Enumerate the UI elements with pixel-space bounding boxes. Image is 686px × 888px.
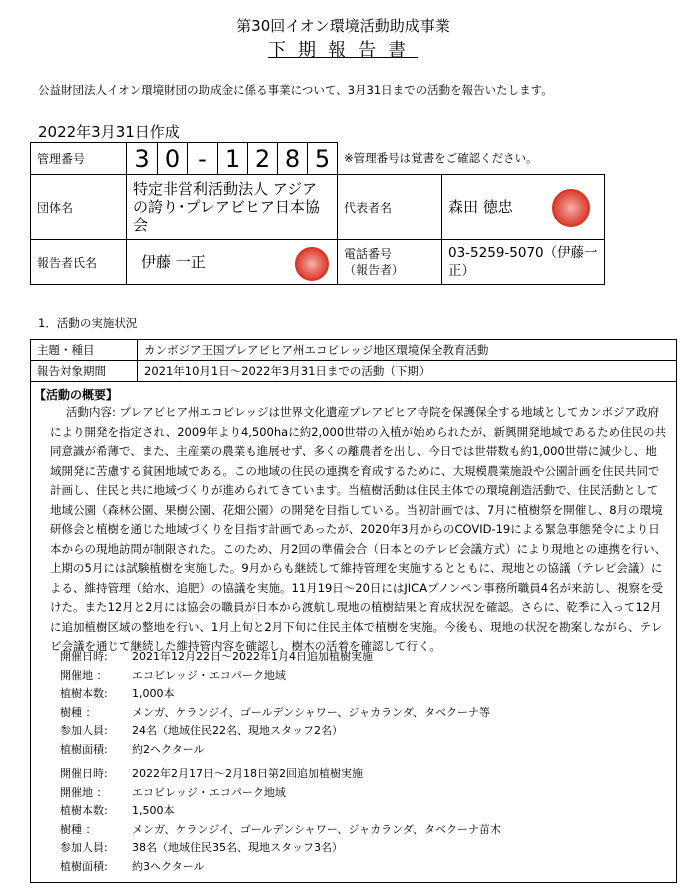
event-key: 参加人員: [60,724,108,737]
event-row [60,765,501,784]
mgmt-number-note: ※管理番号は覚書をご確認ください。 [344,151,538,166]
event-key: 植樹本数: [60,687,108,700]
report-subtitle: 下期報告書 [268,40,418,61]
event-key: 開催日時: [60,767,108,780]
reporter-label: 報告者氏名 [31,240,127,285]
event-row [60,802,501,821]
created-date: 2022年3月31日作成 [38,123,180,141]
info-table [30,142,605,285]
overview-text: 活動内容: プレアビヒア州エコビレッジは世界文化遺産プレアビヒア寺院を保護保全する地域としてカンボジア政府により開発を指定され、2009年より4,500haに約2,000世帯の入植が始められたが、新興開発地域であるため住民の共同意識が希薄で、また、主産業の農業も進展せず、多くの離農者を出し、今日では世帯数も約1,000世帯に減少し、地域開発に苦慮する貧困地域である。この地域の住民の連携を育成するために、大規模農業施設や公園計画を住民共同で計画し、住民と共に地域づくりが進められてきています。当植樹活動は住民主体での環境創造活動で、住民活動として地域公園（森林公園、果樹公園、花畑公園）の開発を目指している。当初計画では、7月に植樹祭を開催し、8月の環境研修会と植樹を通じた地域づくりを目指す計画であったが、2020年3月からのCOVID-19による緊急事態発令により日本からの現地訪問が制限された。このため、月2回の準備会合（日本とのテレビ会議方式）により現地との連携を行い、上期の5月には試験植樹を実施した。9月からも継続して維持管理を実施するとともに、現地との協議（テレビ会議）による、維持管理（給水、追肥）の協議を実施。11月19日～20日にはJICAプノンペン事務所職員4名が来訪し、視察を受けた。また12月と2月には協会の職員が日本から渡航し現地の植樹結果と育成状況を確認。さらに、乾季に入って12月に追加植樹区域の整地を行い、1月上旬と2月下旬に住民主体で植樹を実施。今後も、現地の状況を勘案しながら、テレビ会議を通じて継続した維持管内容を確認し、樹木の活着を確認して行く。 [50,405,667,653]
theme-label: 主題・種目 [31,340,138,361]
event-value: 2021年12月22日～2022年1月4日追加植樹実施 [132,650,373,663]
event-row [60,741,490,760]
mgmt-digit: 5 [308,143,338,175]
event-value: エコビレッジ・エコパーク地域 [132,668,286,682]
org-name: 特定非営利活動法人 アジアの誇り･プレアビヒア日本協会 [127,175,338,240]
reporter-seal-icon [295,247,329,281]
event-row [60,784,501,803]
event-row [60,722,490,741]
activity-table [30,339,677,382]
mgmt-number-label: 管理番号 [31,143,127,175]
mgmt-digit: 1 [218,143,248,175]
mgmt-digit: 8 [278,143,308,175]
mgmt-digit: 3 [127,143,158,175]
event-key: 開催地 ： [60,785,108,799]
event-value: 24名（地域住民22名、現地スタッフ2名） [132,724,343,737]
period-label: 報告対象期間 [31,361,138,382]
event-row [60,667,490,686]
event-key: 植樹面積: [60,859,108,873]
mgmt-digit: 0 [158,143,188,175]
event-key: 植樹本数: [60,804,108,817]
phone-label: 電話番号 （報告者） [338,240,442,285]
phone-number: 03-5259-5070（伊藤一正） [442,240,605,285]
event-row [60,648,490,667]
event-row [60,704,490,723]
event-row [60,685,490,704]
overview-heading: 【活動の概要】 [34,388,119,402]
event-value: 約2ヘクタール [132,742,205,756]
mgmt-digit: 2 [248,143,278,175]
event-key: 樹種 ： [60,822,97,836]
rep-name: 森田 徳忠 [448,198,513,216]
event-key: 植樹面積: [60,742,108,756]
event-key: 樹種 ： [60,705,97,719]
event-value: 2022年2月17日～2月18日第2回追加植樹実施 [132,767,363,780]
period-value: 2021年10月1日～2022年3月31日までの活動（下期） [138,361,677,382]
reporter-name: 伊藤 一正 [141,253,206,271]
event-key: 参加人員: [60,841,108,854]
event-value: 1,000本 [132,687,175,700]
intro-text: 公益財団法人イオン環境財団の助成金に係る事業について、3月31日までの活動を報告いたします。 [38,83,553,97]
event-value: メンガ、ケランジイ、ゴールデンシャワー、ジャカランダ、タベクーナ苗木 [132,822,502,836]
event-row [60,821,501,840]
event-row [60,858,501,877]
rep-label: 代表者名 [338,175,442,240]
rep-seal-icon [552,189,590,227]
rep-cell [442,175,605,240]
theme-value: カンボジア王国プレアビヒア州エコビレッジ地区環境保全教育活動 [138,340,677,361]
event-details-2 [60,765,501,876]
event-details-1 [60,648,490,759]
event-value: メンガ、ケランジイ、ゴールデンシャワー、ジャカランダ、タベクーナ等 [132,705,491,719]
event-key: 開催日時: [60,650,108,663]
reporter-cell [127,240,338,285]
event-value: 約3ヘクタール [132,859,205,873]
event-row [60,839,501,858]
event-value: 1,500本 [132,804,175,817]
event-value: 38名（地域住民35名、現地スタッフ3名） [132,841,343,854]
event-key: 開催地 ： [60,668,108,682]
event-value: エコビレッジ・エコパーク地域 [132,785,286,799]
mgmt-digit: - [188,143,218,175]
report-title: 第30回イオン環境活動助成事業 [236,17,450,35]
org-label: 団体名 [31,175,127,240]
section-title: 1．活動の実施状況 [38,316,138,330]
